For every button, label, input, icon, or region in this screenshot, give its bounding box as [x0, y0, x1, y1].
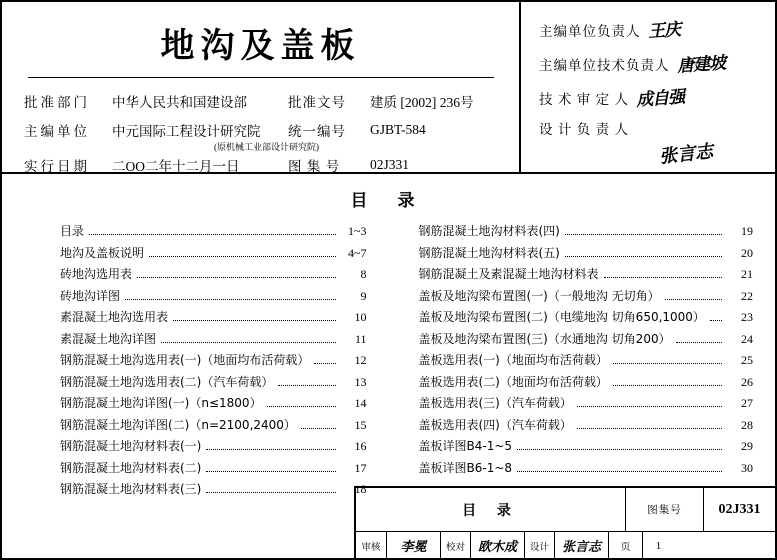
toc-leader: [604, 277, 722, 278]
toc-entry[interactable]: [419, 264, 754, 286]
toc-leader: [577, 428, 722, 429]
toc-entry-page: 13: [354, 374, 367, 389]
toc-entry[interactable]: [419, 458, 754, 480]
toc-entry-page: 8: [360, 267, 367, 281]
toc-leader: [314, 363, 335, 364]
meta-value-approval-dept: 中华人民共和国建设部: [112, 94, 247, 110]
toc-entry-label: 钢筋混凝土地沟详图(二)（n=2100,2400）: [60, 417, 296, 432]
toc-entry-page: 19: [741, 224, 753, 238]
footer-title-block: [354, 486, 775, 558]
toc-entry-page: 23: [741, 310, 753, 324]
toc-entry-page: 26: [741, 374, 753, 389]
toc-entry-label: 钢筋混凝土地沟材料表(五): [418, 245, 560, 260]
toc-entry-page: 25: [741, 353, 753, 367]
toc-entry[interactable]: [419, 329, 754, 351]
title-divider: [28, 77, 494, 78]
toc-entry-label: 钢筋混凝土地沟选用表(一)（地面均布活荷载）: [60, 353, 310, 367]
signature-block: [523, 2, 775, 172]
signature-label-chief-unit-head: 主编单位负责人: [539, 24, 641, 39]
toc-entry[interactable]: [419, 415, 754, 437]
toc-leader: [206, 449, 335, 450]
contents-column-right: [389, 221, 776, 501]
footer-bottom-row: [356, 532, 775, 559]
toc-leader: [173, 320, 335, 321]
toc-leader: [206, 471, 335, 472]
toc-leader: [577, 406, 722, 407]
toc-leader: [517, 449, 722, 450]
toc-leader: [565, 234, 722, 235]
toc-entry[interactable]: [60, 415, 367, 437]
toc-entry[interactable]: [419, 393, 754, 415]
footer-atlas-value: 02J331: [703, 488, 775, 531]
toc-entry-page: 30: [741, 460, 753, 475]
meta-value-approval-no: 建质 [2002] 236号: [370, 94, 474, 110]
toc-entry[interactable]: [60, 286, 367, 308]
toc-entry-label: 钢筋混凝土地沟材料表(二): [60, 460, 202, 475]
toc-entry[interactable]: [60, 221, 367, 243]
toc-entry-label: 钢筋混凝土地沟材料表(四): [418, 224, 560, 238]
toc-entry-page: 11: [354, 331, 367, 346]
toc-leader: [676, 342, 722, 343]
toc-entry-label: 盖板选用表(三)（汽车荷载）: [418, 396, 572, 410]
toc-leader: [710, 320, 722, 321]
signature-row-tech-reviewer: [539, 84, 765, 118]
footer-sign-review: 李冕: [386, 532, 440, 559]
contents-heading: 目 录: [350, 191, 427, 211]
toc-entry[interactable]: [419, 221, 754, 243]
toc-entry[interactable]: [60, 393, 367, 415]
toc-entry[interactable]: [419, 436, 754, 458]
signature-name-design-head: 张言志: [658, 141, 715, 168]
toc-entry[interactable]: [60, 307, 367, 329]
toc-entry-label: 目录: [60, 224, 85, 238]
toc-entry-label: 素混凝土地沟选用表: [60, 310, 169, 324]
toc-entry-page: 1~3: [348, 224, 367, 238]
footer-page-label: 页: [608, 532, 642, 559]
footer-sign-proofread: 欧木成: [470, 532, 524, 559]
signature-name-tech-reviewer: 成自强: [635, 87, 686, 111]
toc-entry[interactable]: [60, 243, 367, 265]
toc-entry[interactable]: [60, 479, 367, 501]
toc-entry[interactable]: [419, 286, 754, 308]
toc-leader: [161, 342, 335, 343]
toc-leader: [125, 299, 335, 300]
toc-entry[interactable]: [60, 458, 367, 480]
meta-label-atlas-no: 图 集 号: [288, 158, 341, 174]
meta-value-atlas-no: 02J331: [370, 156, 410, 172]
footer-label-design: 设计: [524, 532, 554, 559]
toc-entry[interactable]: [419, 243, 754, 265]
toc-entry-page: 21: [741, 267, 753, 281]
meta-label-editor-unit: 主编单位: [24, 123, 90, 139]
toc-leader: [206, 492, 335, 493]
toc-entry-label: 砖地沟选用表: [60, 267, 133, 281]
toc-entry-label: 钢筋混凝土地沟选用表(二)（汽车荷载）: [60, 374, 274, 389]
editor-unit-note-wrap: [24, 140, 497, 150]
meta-label-effective-date: 实行日期: [24, 158, 90, 174]
meta-row-approval: [24, 86, 497, 115]
toc-entry-page: 18: [354, 482, 367, 496]
signature-label-design-head: 设 计 负 责 人: [539, 122, 629, 137]
toc-leader: [565, 256, 722, 257]
toc-entry-label: 钢筋混凝土地沟材料表(三): [60, 482, 202, 496]
toc-leader: [665, 299, 722, 300]
page-title: 地沟及盖板: [160, 26, 361, 66]
footer-atlas-label: 图集号: [625, 488, 703, 531]
toc-entry-label: 盖板及地沟梁布置图(一)（一般地沟 无切角）: [418, 288, 660, 303]
toc-entry-page: 24: [741, 331, 753, 346]
footer-sheet-title: 目 录: [462, 502, 519, 519]
contents-column-left: [2, 221, 389, 501]
toc-entry[interactable]: [60, 329, 367, 351]
toc-entry[interactable]: [419, 372, 754, 394]
toc-entry-label: 盖板及地沟梁布置图(二)（电缆地沟 切角650,1000）: [418, 310, 705, 324]
toc-leader: [267, 406, 336, 407]
title-block: [2, 2, 775, 174]
footer-page-number: 1: [642, 532, 674, 559]
signature-row-design-head: [539, 118, 765, 168]
meta-label-approval-no: 批准文号: [288, 94, 346, 110]
toc-entry-label: 盖板选用表(一)（地面均布活荷载）: [418, 353, 608, 367]
toc-entry[interactable]: [60, 436, 367, 458]
title-block-left: [2, 2, 521, 172]
toc-entry-page: 4~7: [348, 245, 367, 260]
toc-entry-label: 素混凝土地沟详图: [60, 331, 157, 346]
toc-leader: [301, 428, 336, 429]
toc-leader: [137, 277, 335, 278]
toc-leader: [149, 256, 335, 257]
footer-sign-design: 张言志: [554, 532, 608, 559]
toc-entry-page: 12: [354, 353, 367, 367]
toc-entry-page: 15: [354, 417, 367, 432]
toc-entry-label: 盖板选用表(二)（地面均布活荷载）: [418, 374, 608, 389]
footer-label-review: 审核: [361, 542, 381, 553]
toc-entry-page: 16: [354, 439, 367, 453]
toc-entry-page: 14: [354, 396, 367, 410]
toc-entry-label: 钢筋混凝土及素混凝土地沟材料表: [418, 267, 599, 281]
meta-value-editor-unit: 中元国际工程设计研究院: [112, 123, 261, 139]
meta-value-effective-date: 二OO二年十二月一日: [112, 158, 240, 174]
toc-entry-label: 砖地沟详图: [60, 288, 121, 303]
toc-entry-page: 22: [741, 288, 753, 303]
toc-entry-page: 17: [354, 460, 367, 475]
toc-entry-page: 27: [741, 396, 753, 410]
signature-name-chief-tech-head: 唐建坡: [676, 53, 726, 77]
toc-leader: [517, 471, 722, 472]
toc-entry-label: 盖板及地沟梁布置图(三)（水通地沟 切角200）: [418, 331, 671, 346]
meta-value-unified-no: GJBT-584: [370, 121, 426, 137]
signature-name-chief-unit-head: 王庆: [647, 19, 681, 43]
toc-entry[interactable]: [60, 372, 367, 394]
signature-label-tech-reviewer: 技 术 审 定 人: [539, 92, 629, 107]
footer-top-row: [356, 488, 775, 532]
meta-label-unified-no: 统一编号: [288, 123, 346, 139]
toc-entry-page: 20: [741, 245, 753, 260]
toc-entry-page: 10: [354, 310, 367, 324]
toc-entry-page: 29: [741, 439, 753, 453]
contents-columns: [2, 221, 775, 501]
toc-entry-label: 盖板选用表(四)（汽车荷载）: [418, 417, 572, 432]
toc-entry-page: 28: [741, 417, 753, 432]
signature-row-chief-unit-head: [539, 16, 765, 50]
table-of-contents: [2, 186, 775, 498]
footer-label-proofread: 校对: [440, 532, 470, 559]
toc-entry-label: 钢筋混凝土地沟材料表(一): [60, 439, 202, 453]
toc-entry-label: 盖板详图B6-1~8: [418, 460, 513, 475]
toc-entry-label: 地沟及盖板说明: [60, 245, 145, 260]
toc-entry-label: 盖板详图B4-1~5: [418, 439, 513, 453]
toc-leader: [613, 363, 722, 364]
editor-unit-note: (原机械工业部设计研究院): [214, 142, 319, 152]
signature-label-chief-tech-head: 主编单位技术负责人: [539, 58, 670, 73]
toc-entry[interactable]: [60, 350, 367, 372]
toc-entry[interactable]: [419, 350, 754, 372]
publication-meta: [2, 86, 519, 179]
toc-entry[interactable]: [419, 307, 754, 329]
signature-row-chief-tech-head: [539, 50, 765, 84]
toc-leader: [613, 385, 722, 386]
toc-entry-page: 9: [360, 288, 367, 303]
meta-label-approval-dept: 批准部门: [24, 94, 90, 110]
toc-entry[interactable]: [60, 264, 367, 286]
toc-entry-label: 钢筋混凝土地沟详图(一)（n≤1800）: [60, 396, 262, 410]
toc-leader: [278, 385, 335, 386]
meta-row-date: [24, 150, 497, 179]
toc-leader: [89, 234, 335, 235]
